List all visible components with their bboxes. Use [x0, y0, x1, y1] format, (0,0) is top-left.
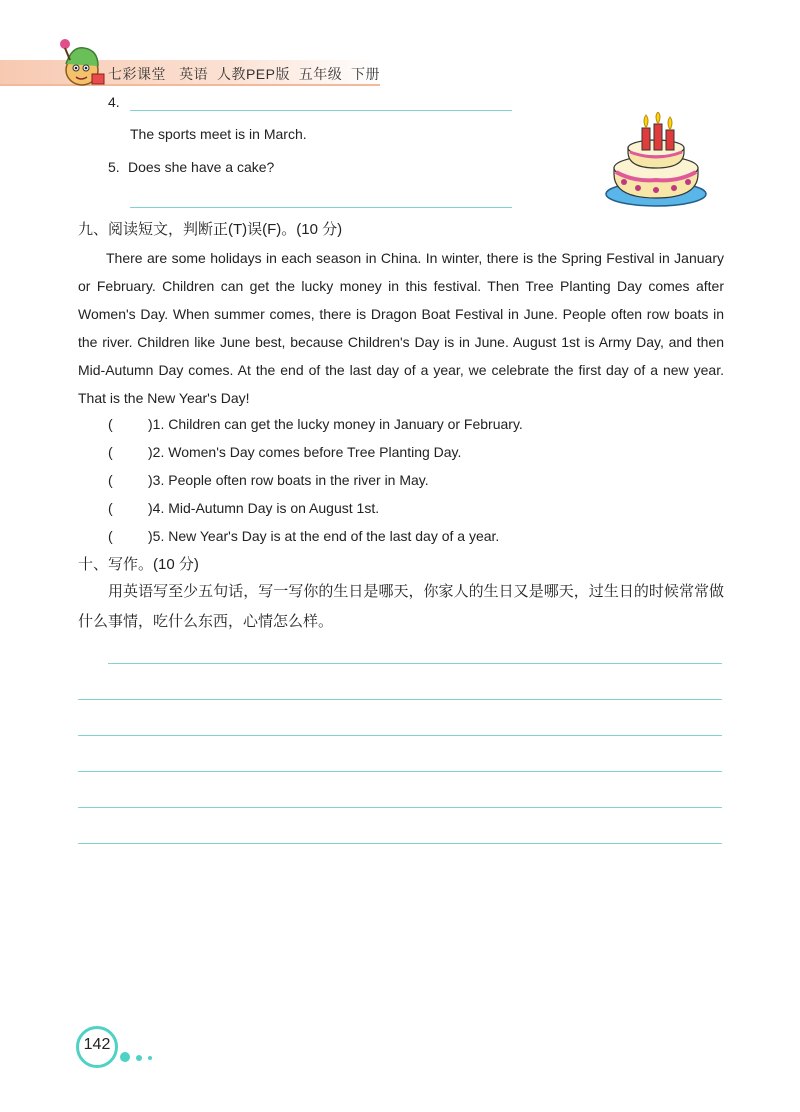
judge-item-2: [108, 444, 461, 460]
header-edition: 人教PEP版: [216, 66, 290, 82]
writing-line-1[interactable]: [108, 663, 722, 664]
writing-line-6[interactable]: [78, 843, 722, 844]
q4-answer-text: The sports meet is in March.: [130, 126, 307, 142]
mascot-icon: [52, 38, 110, 90]
decor-dot-1: [120, 1052, 130, 1062]
decor-dot-2: [136, 1055, 142, 1061]
q5-number: 5.: [108, 159, 120, 175]
answer-paren-1[interactable]: (: [108, 416, 113, 432]
q5-answer-line[interactable]: [130, 207, 512, 208]
judge-item-1-text: )1. Children can get the lucky money in January or February.: [148, 416, 523, 432]
reading-passage: [78, 244, 724, 412]
header-grade: 五年级: [298, 66, 343, 82]
answer-paren-5[interactable]: (: [108, 528, 113, 544]
judge-item-1: [108, 416, 523, 432]
judge-item-4-text: )4. Mid-Autumn Day is on August 1st.: [148, 500, 380, 516]
decor-dot-3: [148, 1056, 152, 1060]
section9-title: 九、阅读短文，判断正(T)误(F)。(10 分): [78, 221, 343, 238]
q5-question: Does she have a cake?: [128, 159, 275, 175]
q4-number: 4.: [108, 94, 120, 110]
judge-item-4: [108, 500, 379, 516]
judge-item-5: [108, 528, 499, 544]
answer-paren-2[interactable]: (: [108, 444, 113, 460]
birthday-cake-icon: [604, 112, 708, 210]
judge-item-2-text: )2. Women's Day comes before Tree Planting Day.: [148, 444, 462, 460]
passage-text: There are some holidays in each season in China. In winter, there is the Spring Festival in January or February. Children can get the lucky money in this festival. Then Tree Planting Day comes after Women's Day. When summer comes, there is Dragon Boat Festival in June. People often row boats in the river. Children like June best, because Children's Day is in June. August 1st is Army Day, and then Mid-Autumn Day comes. At the end of the last day of a year, we celebrate the first day of a new year. That is the New Year's Day!: [78, 250, 724, 406]
writing-line-4[interactable]: [78, 771, 722, 772]
judge-item-3-text: )3. People often row boats in the river in May.: [148, 472, 429, 488]
judge-item-3: [108, 472, 429, 488]
section10-title: 十、写作。(10 分): [78, 556, 199, 573]
answer-paren-3[interactable]: (: [108, 472, 113, 488]
writing-line-3[interactable]: [78, 735, 722, 736]
judge-item-5-text: )5. New Year's Day is at the end of the last day of a year.: [148, 528, 500, 544]
answer-paren-4[interactable]: (: [108, 500, 113, 516]
header-title: [108, 64, 380, 84]
header-volume: 下册: [351, 66, 381, 82]
writing-line-2[interactable]: [78, 699, 722, 700]
writing-line-5[interactable]: [78, 807, 722, 808]
page-number: 142: [83, 1036, 111, 1053]
q4-answer-line[interactable]: [130, 110, 512, 111]
writing-prompt: [78, 577, 724, 637]
header-series: 七彩课堂: [108, 66, 166, 82]
header-subject: 英语: [179, 66, 209, 82]
writing-prompt-text: 用英语写至少五句话，写一写你的生日是哪天，你家人的生日又是哪天，过生日的时候常常做什么事情，吃什么东西，心情怎么样。: [78, 583, 724, 630]
